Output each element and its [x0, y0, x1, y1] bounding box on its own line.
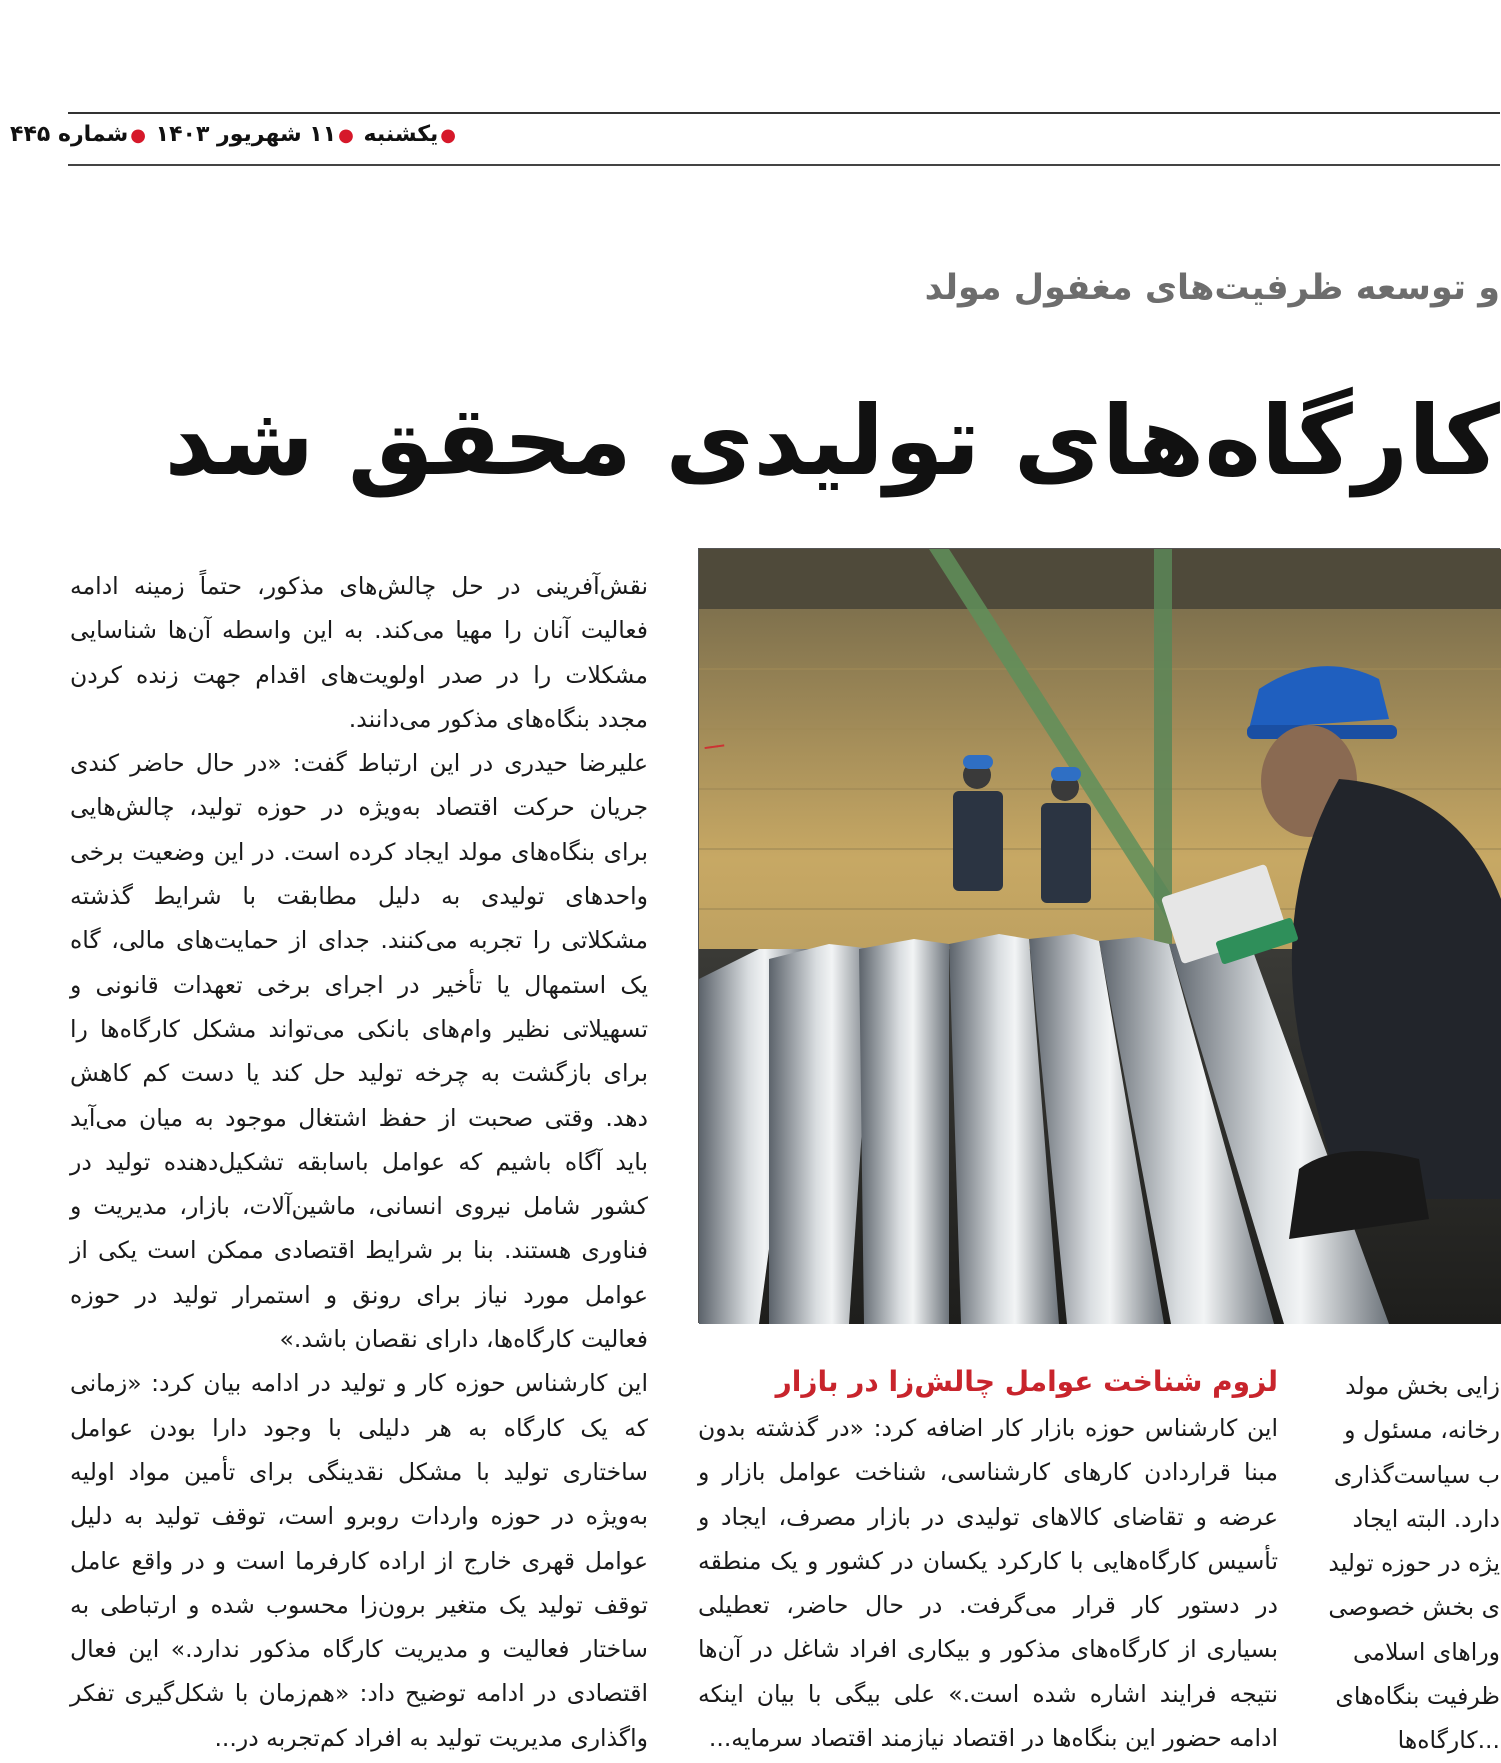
dateline [10, 122, 458, 147]
column-line: زایی بخش مولد [1345, 1372, 1500, 1400]
article-paragraph: این کارشناس حوزه کار و تولید در ادامه بیان کرد: «زمانی که یک کارگاه به هر دلیلی با وجود دارا بودن عوامل ساختاری تولید با مشکل نقدینگی برای تأمین مواد اولیه به‌ویژه در حوزه واردات روبرو است، توقف تولید به دلیل عوامل قهری خارج از اراده کارفرما است و در واقع عامل توقف تولید یک متغیر برون‌زا محسوب شده و ارتباطی به ساختار فعالیت و مدیریت کارگاه مذکور ندارد.» این فعال اقتصادی در ادامه توضیح داد: «هم‌زمان با شکل‌گیری تفکر واگذاری مدیریت تولید به افراد کم‌تجربه در... [70, 1369, 648, 1752]
header-bottom-rule [68, 164, 1500, 166]
column-line: دارد. البته ایجاد [1352, 1504, 1500, 1533]
column-line: یژه در حوزه تولید [1328, 1549, 1500, 1578]
column-line: ظرفیت بنگاه‌های [1335, 1682, 1500, 1711]
svg-text:ـــ: ـــ [702, 726, 725, 754]
article-paragraph: این کارشناس حوزه بازار کار اضافه کرد: «در گذشته بدون مبنا قراردادن کارهای کارشناسی، شناخت عوامل بازار و عرضه و تقاضای کالاهای تولیدی در بازار مصرف، ایجاد و تأسیس کارگاه‌هایی با کارکرد یکسان در کشور و یک منطقه در دستور کار قرار می‌گرفت. در حال حاضر، تعطیلی بسیاری از کارگاه‌های مذکور و بیکاری افراد شاغل در آن‌ها نتیجه فرایند اشاره شده است.» علی بیگی با بیان اینکه ادامه حضور این بنگاه‌ها در اقتصاد نیازمند اقتصاد سرمایه... [698, 1414, 1278, 1753]
article-paragraph: علیرضا حیدری در این ارتباط گفت: «در حال حاضر کندی جریان حرکت اقتصاد به‌ویژه در حوزه تولید، چالش‌هایی برای بنگاه‌های مولد ایجاد کرده است. در این وضعیت برخی واحدهای تولیدی به دلیل مطابقت با شرایط گذشته مشکلاتی را تجربه می‌کنند. جدای از حمایت‌های مالی، گاه یک استمهال یا تأخیر در اجرای برخی تعهدات قانونی و تسهیلاتی نظیر وام‌های بانکی می‌تواند مشکل کارگاه‌ها را برای بازگشت به چرخه تولید حل کند یا دست کم کاهش دهد. وقتی صحبت از حفظ اشتغال موجود به میان می‌آید باید آگاه باشیم که عوامل باسابقه تشکیل‌دهنده تولید در کشور شامل نیروی انسانی، ماشین‌آلات، بازار، مدیریت و فناوری هستند. بنا بر شرایط اقتصادی ممکن است یکی از عوامل مورد نیاز برای رونق و استمرار تولید در حوزه فعالیت کارگاه‌ها، دارای نقصان باشد.» [70, 749, 648, 1354]
column-line: وراهای اسلامی [1352, 1637, 1500, 1666]
article-column-right [1328, 1364, 1500, 1755]
article-subhead: لزوم شناخت عوامل چالش‌زا در بازار [775, 1365, 1278, 1398]
column-line: ب سیاست‌گذاری [1333, 1460, 1500, 1489]
weekday: یکشنبه [363, 122, 439, 147]
bullet-icon: ● [440, 125, 456, 146]
factory-workers-steel-pipes-photo-icon [699, 549, 1501, 1324]
article-photo [698, 548, 1500, 1323]
column-line: ...کارگاه‌ها [1397, 1726, 1500, 1755]
date: ۱۱ شهریور ۱۴۰۳ [155, 122, 337, 147]
article-column-left [70, 564, 648, 1752]
article-column-middle [698, 1406, 1278, 1753]
article-kicker: و توسعه ظرفیت‌های مغفول مولد [924, 268, 1500, 308]
bullet-icon: ● [338, 125, 354, 146]
column-line: رخانه، مسئول و [1344, 1416, 1500, 1445]
bullet-icon: ● [130, 125, 146, 146]
article-headline: کارگاه‌های تولیدی محقق شد [164, 385, 1500, 497]
top-rule [68, 112, 1500, 114]
issue-number: شماره ۴۴۵ [10, 122, 129, 147]
column-line: ی بخش خصوصی [1328, 1593, 1500, 1622]
article-paragraph: نقش‌آفرینی در حل چالش‌های مذکور، حتماً زمینه ادامه فعالیت آنان را مهیا می‌کند. به این واسطه آن‌ها شناسایی مشکلات را در صدر اولویت‌های اقدام جهت زنده کردن مجدد بنگاه‌های مذکور می‌دانند. [70, 572, 648, 733]
